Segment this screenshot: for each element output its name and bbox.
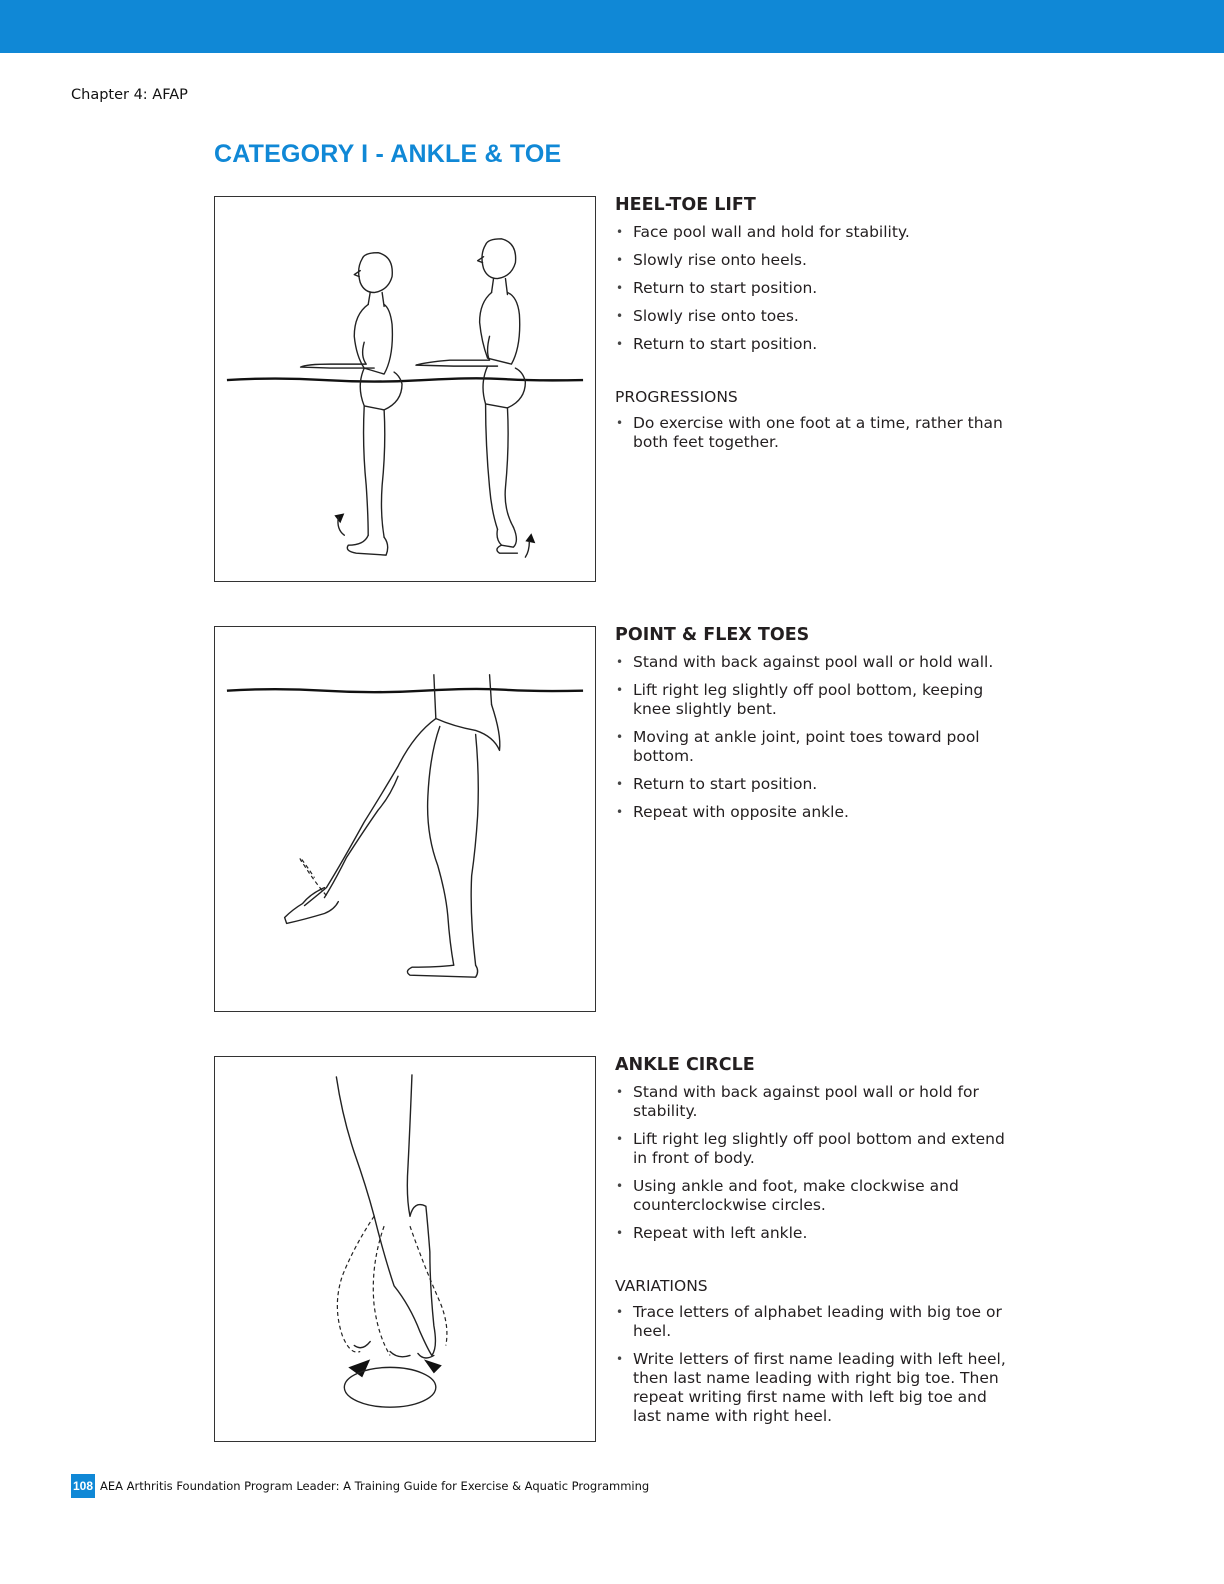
steps-list: [615, 223, 1010, 354]
exercise-title: POINT & FLEX TOES: [615, 625, 810, 645]
exercise-title: HEEL-TOE LIFT: [615, 195, 756, 215]
chapter-label: Chapter 4: AFAP: [71, 87, 188, 103]
heel-toe-lift-drawing: [215, 197, 595, 581]
step-item: • Lift right leg slightly off pool bottom and extend in front of body.: [615, 1130, 1010, 1168]
figure-heels: [301, 253, 402, 555]
step-item: • Face pool wall and hold for stability.: [615, 223, 1010, 242]
variations-list: [615, 1303, 1010, 1426]
figure-leg-extended: [285, 675, 500, 977]
progressions-heading: PROGRESSIONS: [615, 388, 738, 406]
variation-item: • Write letters of first name leading with left heel, then last name leading with right big toe. Then repeat writing first name with left big toe and last name with right heel.: [615, 1350, 1010, 1426]
heel-toe-lift-illustration: [214, 196, 596, 582]
step-item: • Stand with back against pool wall or hold wall.: [615, 653, 1010, 672]
step-item: • Slowly rise onto toes.: [615, 307, 1010, 326]
exercise-title: ANKLE CIRCLE: [615, 1055, 755, 1075]
progression-item: • Do exercise with one foot at a time, rather than both feet together.: [615, 414, 1010, 452]
step-item: • Return to start position.: [615, 775, 1010, 794]
page-footer: [71, 1474, 649, 1498]
header-band: [0, 0, 1224, 53]
point-flex-toes-illustration: [214, 626, 596, 1012]
variation-item: • Trace letters of alphabet leading with big toe or heel.: [615, 1303, 1010, 1341]
progressions-list: [615, 414, 1010, 452]
figure-foot-circles: [336, 1075, 447, 1407]
step-item: • Return to start position.: [615, 335, 1010, 354]
ankle-circle-illustration: [214, 1056, 596, 1442]
steps-list: [615, 1083, 1010, 1243]
footer-text: AEA Arthritis Foundation Program Leader: A Training Guide for Exercise & Aquatic Programming: [100, 1479, 650, 1493]
step-item: • Moving at ankle joint, point toes toward pool bottom.: [615, 728, 1010, 766]
category-title: CATEGORY I - ANKLE & TOE: [214, 140, 562, 168]
step-item: • Return to start position.: [615, 279, 1010, 298]
exercise-point-flex-toes: [615, 625, 1010, 831]
water-line: [227, 378, 583, 381]
variations-heading: VARIATIONS: [615, 1277, 708, 1295]
step-item: • Repeat with left ankle.: [615, 1224, 1010, 1243]
step-item: • Repeat with opposite ankle.: [615, 803, 1010, 822]
figure-toes: [416, 239, 535, 557]
step-item: • Lift right leg slightly off pool bottom, keeping knee slightly bent.: [615, 681, 1010, 719]
ankle-circle-drawing: [215, 1057, 595, 1441]
step-item: • Using ankle and foot, make clockwise and counterclockwise circles.: [615, 1177, 1010, 1215]
steps-list: [615, 653, 1010, 822]
exercise-ankle-circle: [615, 1055, 1010, 1435]
water-line: [227, 689, 583, 692]
step-item: • Slowly rise onto heels.: [615, 251, 1010, 270]
exercise-heel-toe-lift: [615, 195, 1010, 461]
page-number: 108: [71, 1474, 95, 1498]
step-item: • Stand with back against pool wall or hold for stability.: [615, 1083, 1010, 1121]
point-flex-toes-drawing: [215, 627, 595, 1011]
